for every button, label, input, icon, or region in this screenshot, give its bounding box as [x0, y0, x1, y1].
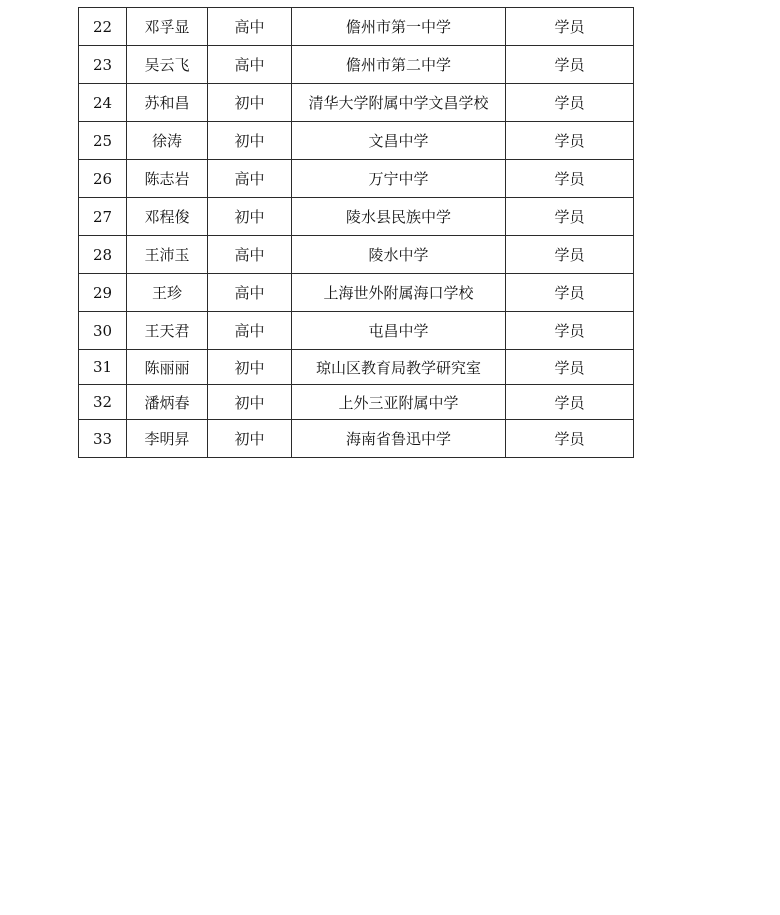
trainee-name: 王天君 — [127, 312, 208, 350]
school-name: 万宁中学 — [292, 160, 506, 198]
row-number: 27 — [79, 198, 127, 236]
role: 学员 — [506, 84, 634, 122]
row-number: 33 — [79, 420, 127, 458]
table-row — [79, 420, 634, 458]
school-level: 初中 — [208, 122, 292, 160]
school-name: 琼山区教育局教学研究室 — [292, 350, 506, 385]
table-row — [79, 236, 634, 274]
trainee-name: 李明昇 — [127, 420, 208, 458]
school-name: 陵水中学 — [292, 236, 506, 274]
school-name: 陵水县民族中学 — [292, 198, 506, 236]
role: 学员 — [506, 312, 634, 350]
role: 学员 — [506, 274, 634, 312]
row-number: 26 — [79, 160, 127, 198]
trainee-name: 陈志岩 — [127, 160, 208, 198]
row-number: 28 — [79, 236, 127, 274]
row-number: 29 — [79, 274, 127, 312]
trainee-name: 苏和昌 — [127, 84, 208, 122]
school-name: 清华大学附属中学文昌学校 — [292, 84, 506, 122]
table-row — [79, 84, 634, 122]
school-name: 海南省鲁迅中学 — [292, 420, 506, 458]
row-number: 25 — [79, 122, 127, 160]
school-name: 屯昌中学 — [292, 312, 506, 350]
trainee-name: 潘炳春 — [127, 385, 208, 420]
school-level: 初中 — [208, 350, 292, 385]
school-level: 初中 — [208, 198, 292, 236]
school-level: 高中 — [208, 46, 292, 84]
school-level: 初中 — [208, 84, 292, 122]
school-level: 初中 — [208, 385, 292, 420]
table-row — [79, 46, 634, 84]
trainee-name: 邓程俊 — [127, 198, 208, 236]
table-row — [79, 8, 634, 46]
school-name: 儋州市第二中学 — [292, 46, 506, 84]
role: 学员 — [506, 420, 634, 458]
role: 学员 — [506, 160, 634, 198]
trainee-name: 陈丽丽 — [127, 350, 208, 385]
table-row — [79, 274, 634, 312]
role: 学员 — [506, 46, 634, 84]
table-row — [79, 160, 634, 198]
role: 学员 — [506, 122, 634, 160]
trainee-name: 王珍 — [127, 274, 208, 312]
row-number: 22 — [79, 8, 127, 46]
trainee-name: 徐涛 — [127, 122, 208, 160]
school-name: 上外三亚附属中学 — [292, 385, 506, 420]
table-row — [79, 350, 634, 385]
school-level: 初中 — [208, 420, 292, 458]
table-row — [79, 122, 634, 160]
role: 学员 — [506, 198, 634, 236]
row-number: 24 — [79, 84, 127, 122]
trainee-table — [78, 7, 634, 458]
trainee-name: 吴云飞 — [127, 46, 208, 84]
school-level: 高中 — [208, 236, 292, 274]
row-number: 23 — [79, 46, 127, 84]
role: 学员 — [506, 350, 634, 385]
school-level: 高中 — [208, 274, 292, 312]
table-row — [79, 198, 634, 236]
school-level: 高中 — [208, 160, 292, 198]
role: 学员 — [506, 8, 634, 46]
school-level: 高中 — [208, 312, 292, 350]
table-row — [79, 385, 634, 420]
role: 学员 — [506, 236, 634, 274]
school-name: 文昌中学 — [292, 122, 506, 160]
role: 学员 — [506, 385, 634, 420]
school-name: 儋州市第一中学 — [292, 8, 506, 46]
row-number: 32 — [79, 385, 127, 420]
row-number: 31 — [79, 350, 127, 385]
trainee-name: 王沛玉 — [127, 236, 208, 274]
trainee-name: 邓孚显 — [127, 8, 208, 46]
school-level: 高中 — [208, 8, 292, 46]
row-number: 30 — [79, 312, 127, 350]
school-name: 上海世外附属海口学校 — [292, 274, 506, 312]
table-row — [79, 312, 634, 350]
